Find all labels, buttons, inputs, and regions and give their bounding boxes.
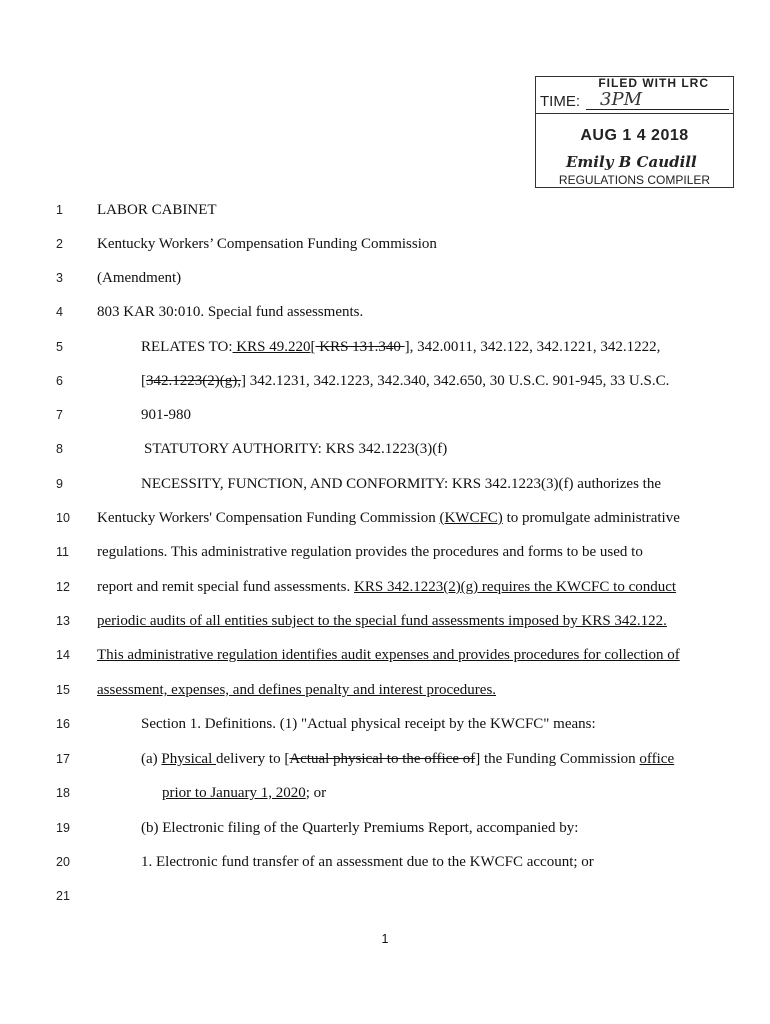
doc-line-10 — [0, 507, 770, 529]
line-number: 7 — [56, 408, 63, 422]
line-text — [141, 851, 594, 873]
doc-line-15 — [0, 679, 770, 701]
line-segment: report and remit special fund assessments. — [97, 579, 355, 595]
stamp-time-row — [540, 89, 729, 111]
line-number: 17 — [56, 752, 70, 766]
line-segment: Kentucky Workers' Compensation Funding Commission — [97, 510, 440, 526]
line-number: 19 — [56, 821, 70, 835]
line-text — [141, 748, 674, 770]
line-text — [97, 679, 496, 701]
doc-line-1 — [0, 199, 770, 221]
line-segment: RELATES TO: — [141, 339, 233, 355]
doc-line-20 — [0, 851, 770, 873]
doc-line-9 — [0, 473, 770, 495]
line-segment: ] the Funding Commission — [475, 751, 640, 767]
line-segment: (Amendment) — [97, 270, 182, 286]
doc-line-14 — [0, 644, 770, 666]
line-text — [97, 541, 643, 563]
line-number: 12 — [56, 580, 70, 594]
line-segment: LABOR CABINET — [97, 202, 217, 218]
filing-stamp — [535, 76, 734, 188]
doc-line-12 — [0, 576, 770, 598]
stamp-footer: REGULATIONS COMPILER — [558, 173, 711, 187]
doc-line-18 — [0, 782, 770, 804]
line-segment: 803 KAR 30:010. Special fund assessments. — [97, 304, 364, 320]
line-text — [97, 644, 680, 666]
line-segment: [ — [310, 339, 316, 355]
line-number: 18 — [56, 786, 70, 800]
inserted-text: KRS 342.1223(2)(g) requires the KWCFC to conduct — [354, 579, 677, 595]
doc-line-21 — [0, 885, 770, 907]
doc-line-4 — [0, 301, 770, 323]
inserted-text: Physical — [161, 751, 216, 767]
inserted-text: office — [639, 751, 675, 767]
stamp-header: FILED WITH LRC — [598, 76, 709, 90]
doc-line-3 — [0, 267, 770, 289]
stamp-time-label: TIME: — [540, 93, 580, 110]
doc-line-5 — [0, 336, 770, 358]
line-number: 13 — [56, 614, 70, 628]
doc-line-8 — [0, 438, 770, 460]
line-segment: STATUTORY AUTHORITY: KRS 342.1223(3)(f) — [144, 441, 448, 457]
line-number: 11 — [56, 545, 69, 559]
doc-line-6 — [0, 370, 770, 392]
line-text — [97, 199, 217, 221]
line-number: 14 — [56, 648, 70, 662]
line-segment: regulations. This administrative regulation provides the procedures and forms to be used to — [97, 544, 643, 560]
line-text — [141, 473, 661, 495]
line-number: 10 — [56, 511, 70, 525]
line-text — [97, 507, 680, 529]
doc-line-19 — [0, 817, 770, 839]
line-text — [141, 336, 660, 358]
deleted-text: Actual physical to the office of — [289, 751, 476, 767]
line-number: 2 — [56, 237, 63, 251]
line-number: 15 — [56, 683, 70, 697]
deleted-text: 342.1223(2)(g), — [146, 373, 241, 389]
line-number: 20 — [56, 855, 70, 869]
line-segment: 901-980 — [141, 407, 191, 423]
line-number: 21 — [56, 889, 70, 903]
inserted-text: prior to January 1, 2020 — [162, 785, 306, 801]
line-segment: Section 1. Definitions. (1) "Actual physical receipt by the KWCFC" means: — [141, 716, 596, 732]
line-text — [97, 233, 437, 255]
line-segment: to promulgate administrative — [502, 510, 680, 526]
line-number: 6 — [56, 374, 63, 388]
line-segment: ] 342.1231, 342.1223, 342.340, 342.650, 30 U.S.C. 901-945, 33 U.S.C. — [240, 373, 670, 389]
inserted-text: KRS 49.220 — [232, 339, 311, 355]
line-segment: delivery to [ — [216, 751, 290, 767]
line-text — [141, 713, 596, 735]
doc-line-13 — [0, 610, 770, 632]
line-segment: Kentucky Workers’ Compensation Funding Commission — [97, 236, 437, 252]
line-number: 16 — [56, 717, 70, 731]
line-text — [141, 370, 669, 392]
line-text — [141, 817, 578, 839]
inserted-text: periodic audits of all entities subject to the special fund assessments imposed by KRS 342.122. — [97, 613, 667, 629]
line-segment: NECESSITY, FUNCTION, AND CONFORMITY: KRS 342.1223(3)(f) authorizes the — [141, 476, 661, 492]
line-number: 9 — [56, 477, 63, 491]
line-number: 8 — [56, 442, 63, 456]
doc-line-17 — [0, 748, 770, 770]
deleted-text: KRS 131.340 — [315, 339, 405, 355]
line-text — [141, 404, 191, 426]
line-number: 3 — [56, 271, 63, 285]
line-text — [97, 576, 676, 598]
doc-line-16 — [0, 713, 770, 735]
doc-line-11 — [0, 541, 770, 563]
line-segment: ], 342.0011, 342.122, 342.1221, 342.1222, — [404, 339, 661, 355]
line-segment: (b) Electronic filing of the Quarterly Premiums Report, accompanied by: — [141, 820, 579, 836]
line-segment: (a) — [141, 751, 162, 767]
inserted-text: assessment, expenses, and defines penalty and interest procedures. — [97, 682, 497, 698]
line-text — [97, 610, 667, 632]
inserted-text: This administrative regulation identifies audit expenses and provides procedures for collection of — [97, 647, 680, 663]
line-text — [144, 438, 447, 460]
doc-line-2 — [0, 233, 770, 255]
line-text — [97, 301, 363, 323]
line-text — [162, 782, 326, 804]
stamp-divider — [536, 113, 733, 114]
stamp-time-signature: 3PM — [600, 89, 642, 110]
line-segment: [ — [141, 373, 146, 389]
line-number: 5 — [56, 340, 63, 354]
line-segment: 1. Electronic fund transfer of an assessment due to the KWCFC account; or — [141, 854, 594, 870]
line-text — [97, 267, 181, 289]
line-number: 4 — [56, 305, 63, 319]
stamp-signature: Emily B Caudill — [566, 153, 697, 171]
stamp-date: AUG 1 4 2018 — [580, 127, 689, 144]
line-number: 1 — [56, 203, 63, 217]
line-segment: ; or — [305, 785, 327, 801]
page-number: 1 — [381, 932, 389, 946]
inserted-text: (KWCFC) — [439, 510, 503, 526]
doc-line-7 — [0, 404, 770, 426]
